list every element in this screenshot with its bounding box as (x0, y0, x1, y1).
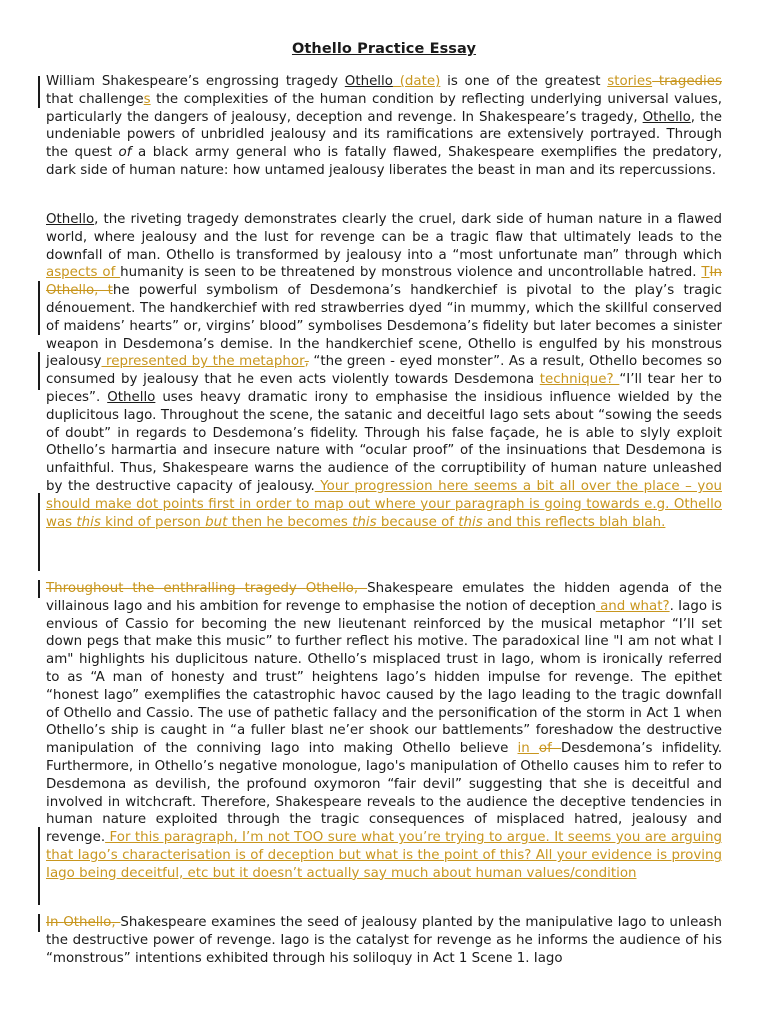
reviewer-comment: For this paragraph, I’m not TOO sure what you’re trying to argue. It seems you are arguing that Iago’s characterisation is of deception but what is the point of this? All your evidence is proving Iago being deceitful, etc but it doesn’t actually say much about human values/condition (46, 830, 722, 881)
tracked-deletion: Throughout the enthralling tragedy (46, 581, 306, 596)
change-bar (38, 580, 40, 598)
tracked-deletion: , (111, 915, 121, 930)
paragraph-body-revenge: In Othello, Shakespeare examines the seed of jealousy planted by the manipulative Iago to unleash the destructive power of revenge. Iago is the catalyst for revenge as he informs the audience of his “monstrous” intentions exhibited through his soliloquy in Act 1 Scene 1. Iago (46, 915, 722, 966)
tracked-deletion: Othello (63, 915, 112, 930)
reviewer-comment: Your progression here seems a bit all over the place – you should make dot points first in order to map out where your paragraph is going towards e.g. Othello was (46, 478, 722, 530)
page-title: Othello Practice Essay (291, 41, 477, 57)
tracked-deletion: Othello (305, 581, 354, 596)
paragraph-body-jealousy: Othello, the riveting tragedy demonstrates clearly the cruel, dark side of human nature in a flawed world, where jealousy and the lust for revenge can be a tragic flaw that ultimately leads to the downfall of man. Othello is transformed by jealousy into a “most unfortunate man” through which aspects of humanity is seen to be threatened by monstrous violence and uncontrollable hatred. TIn Othello, the powerful symbolism of Desdemona’s handkerchief is pivotal to the play’s tragic dénouement. The handkerchief with red strawberries dyed “in mummy, which the skillful conserved of maidens’ hearts” or, virgins’ blood” symbolises Desdemona’s fidelity but later becomes a sinister weapon in Desdemona’s demise. In the handkerchief scene, Othello is engulfed by his monstrous jealousy represented by the metaphor, “the green - eyed monster”. As a result, Othello becomes so consumed by jealousy that he even acts violently towards Desdemona technique? “I’ll tear her to pieces”. Othello uses heavy dramatic irony to emphasise the insidious influence wielded by the duplicitous Iago. Throughout the scene, the satanic and deceitful Iago sets about “sowing the seeds of doubt” in regards to Desdemona’s fidelity. Through his false façade, he is able to slyly exploit Othello’s harmartia and insecure nature with “ocular proof” of the insinuations that Desdemona is unfaithful. Thus, Shakespeare warns the audience of the corruptibility of human nature unleashed by the destructive capacity of jealousy. Your progression here seems a bit all over the place – you should make dot points first in order to map out where your paragraph is going towards e.g. Othello was this kind of person but then he becomes this because of this and this reflects blah blah. (46, 212, 722, 530)
change-bar (38, 914, 40, 932)
tracked-deletion: , (304, 354, 309, 370)
title-reference: Othello (344, 74, 393, 89)
title-reference: Othello (642, 109, 691, 125)
tracked-insertion: represented by the metaphor (101, 354, 305, 370)
tracked-insertion: T (701, 265, 710, 281)
tracked-insertion: in (517, 741, 539, 757)
change-bar (38, 352, 40, 390)
title-reference: Othello (107, 389, 156, 405)
change-bar (38, 76, 40, 108)
tracked-insertion: s (143, 91, 151, 107)
title-reference: Othello (46, 212, 95, 227)
paragraph-body-deception: Throughout the enthralling tragedy Othello, Shakespeare emulates the hidden agenda of the villainous Iago and his ambition for revenge to emphasise the notion of deception and what?. Iago is envious of Cassio for becoming the new lieutenant reinforced by the musical metaphor “I’ll set down pegs that make this music” to further reflect his motive. The paradoxical line "I am not what I am" highlights his duplicitous nature. Othello’s misplaced trust in Iago, whom is ironically referred to as “A man of honesty and trust” heightens Iago’s hidden impulse for revenge. The epithet “honest Iago” exemplifies the catastrophic havoc caused by the Iago leading to the tragic downfall of Othello and Cassio. The use of pathetic fallacy and the personification of the storm in Act 1 when Othello’s ship is caught in “a fuller blast ne’er shook our battlements” foreshadow the destructive manipulation of the conniving Iago into making Othello believe in of Desdemona’s infidelity. Furthermore, in Othello’s negative monologue, Iago's manipulation of Othello causes him to refer to Desdemona as devilish, the profound oxymoron “fair devil” suggesting that she is deceitful and involved in witchcraft. Therefore, Shakespeare reveals to the audience the deceptive tendencies in human nature exploited through the tragic consequences of misplaced hatred, jealousy and revenge. For this paragraph, I’m not TOO sure what you’re trying to argue. It seems you are arguing that Iago’s characterisation is of deception but what is the point of this? All your evidence is proving Iago being deceitful, etc but it doesn’t actually say much about human values/condition (46, 581, 722, 881)
tracked-deletion: tragedies (652, 74, 722, 89)
paragraph-introduction: William Shakespeare’s engrossing tragedy Othello (date) is one of the greatest stories tragedies that challenges the complexities of the human condition by reflecting underlying universal values, particularly the dangers of jealousy, deception and revenge. In Shakespeare’s tragedy, Othello, the undeniable powers of unbridled jealousy and its ramifications are extensively portrayed. Through the quest of a black army general who is fatally flawed, Shakespeare exemplifies the predatory, dark side of human nature: how untamed jealousy liberates the beast in man and its repercussions. (46, 74, 722, 178)
tracked-insertion: aspects of (46, 265, 121, 281)
reviewer-comment: and what? (595, 598, 670, 614)
tracked-deletion: , (353, 581, 368, 596)
tracked-deletion: of (538, 741, 562, 757)
change-bar (38, 827, 40, 905)
tracked-deletion: In Othello, t (46, 265, 722, 299)
change-bar (38, 281, 40, 335)
tracked-deletion: In (46, 915, 64, 930)
change-bar (38, 493, 40, 571)
tracked-insertion: technique? (539, 372, 620, 388)
tracked-insertion: (date) (392, 74, 441, 89)
tracked-insertion: stories (607, 74, 653, 89)
